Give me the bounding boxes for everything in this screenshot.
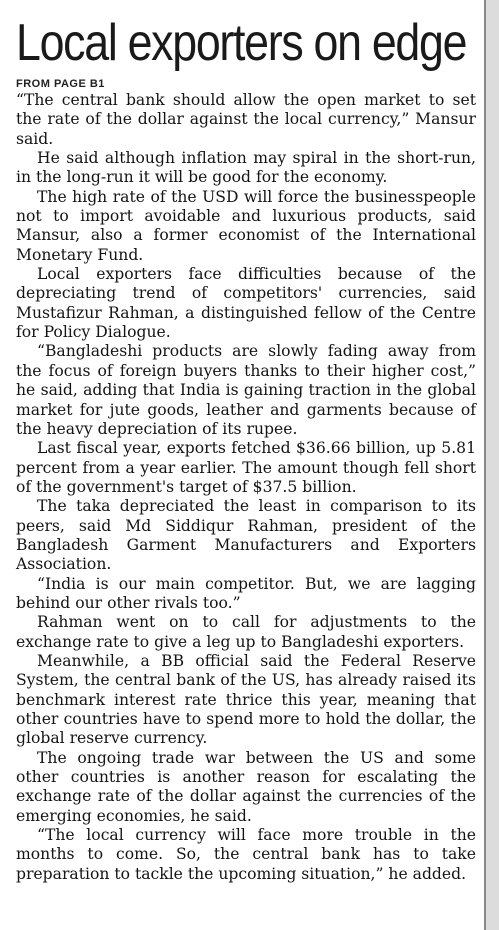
headline: Local exporters on edge xyxy=(16,14,467,72)
paragraph: Local exporters face difficulties because of the depreciating trend of competitors' currencies, said Mustafizur Rahman, a distinguished fellow of the Centre for Policy Dialogue. xyxy=(16,265,476,342)
article-body xyxy=(16,91,476,884)
jump-line: FROM PAGE B1 xyxy=(16,78,105,90)
paragraph: The taka depreciated the least in comparison to its peers, said Md Siddiqur Rahman, president of the Bangladesh Garment Manufacturers and Exporters Association. xyxy=(16,497,476,574)
paragraph: The ongoing trade war between the US and some other countries is another reason for escalating the exchange rate of the dollar against the currencies of the emerging economies, he said. xyxy=(16,748,476,825)
paragraph: “India is our main competitor. But, we are lagging behind our other rivals too.” xyxy=(16,574,476,612)
column-divider xyxy=(484,0,486,930)
article xyxy=(16,14,476,884)
paragraph: “The local currency will face more trouble in the months to come. So, the central bank has to take preparation to tackle the upcoming situation,” he added. xyxy=(16,826,476,883)
paragraph: “Bangladeshi products are slowly fading away from the focus of foreign buyers thanks to their higher cost,” he said, adding that India is gaining traction in the global market for jute goods, leather and garments because of the heavy depreciation of its rupee. xyxy=(16,342,476,438)
paragraph: Rahman went on to call for adjustments to the exchange rate to give a leg up to Bangladeshi exporters. xyxy=(16,613,476,651)
paragraph: He said although inflation may spiral in the short-run, in the long-run it will be good for the economy. xyxy=(16,149,476,187)
paragraph: “The central bank should allow the open market to set the rate of the dollar against the local currency,” Mansur said. xyxy=(16,91,476,148)
paragraph: Meanwhile, a BB official said the Federal Reserve System, the central bank of the US, has already raised its benchmark interest rate thrice this year, meaning that other countries have to spend more to hold the dollar, the global reserve currency. xyxy=(16,651,476,748)
column-edge-shading xyxy=(484,0,499,930)
paragraph: Last fiscal year, exports fetched $36.66 billion, up 5.81 percent from a year earlier. The amount though fell short of the government's target of $37.5 billion. xyxy=(16,439,476,496)
paragraph: The high rate of the USD will force the businesspeople not to import avoidable and luxurious products, said Mansur, also a former economist of the International Monetary Fund. xyxy=(16,187,476,264)
